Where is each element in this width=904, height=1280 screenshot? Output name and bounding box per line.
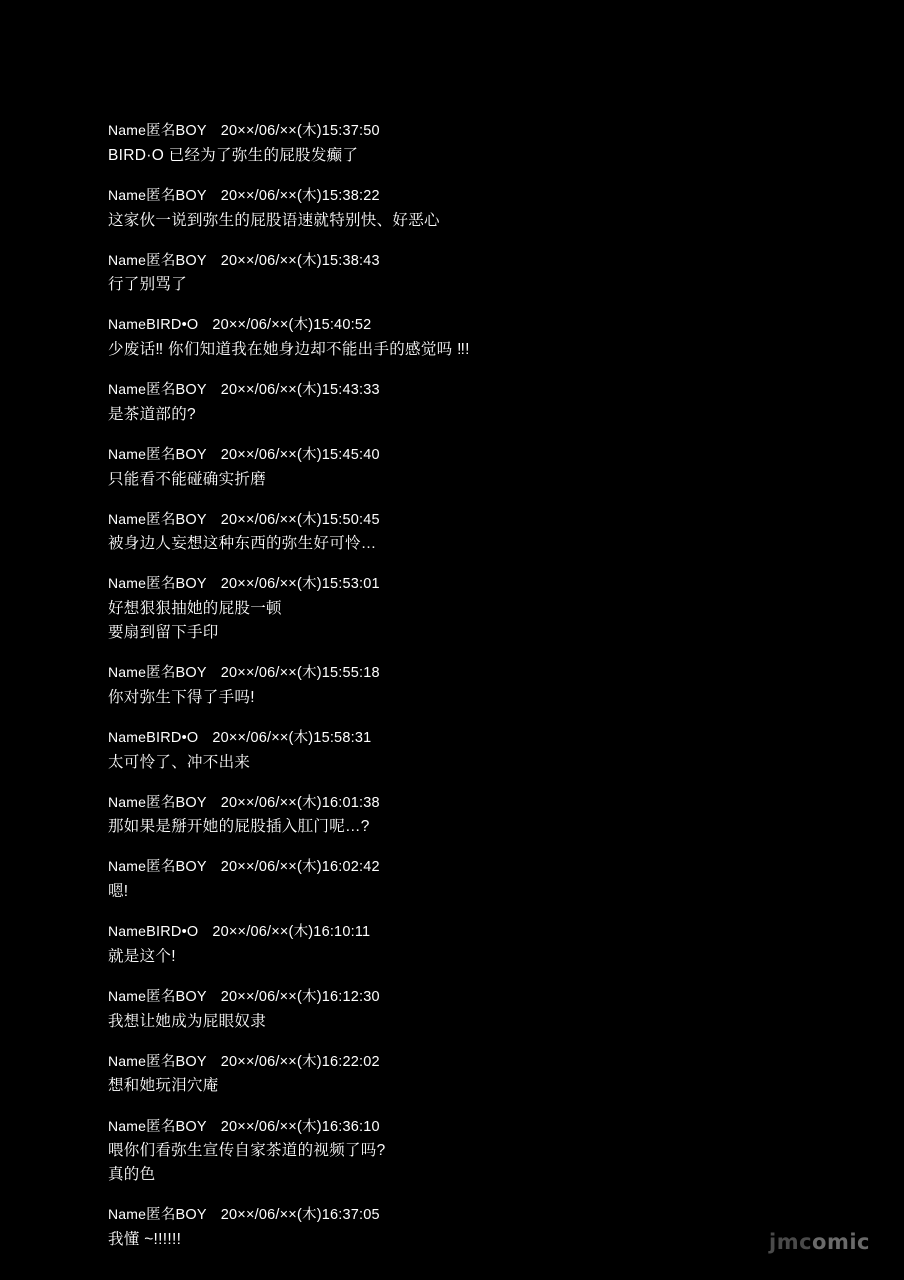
post: [108, 792, 808, 840]
post-body-line: 那如果是掰开她的屁股插入肛门呢…?: [108, 818, 370, 836]
post-name-label: Name: [108, 186, 147, 203]
post-body-line: 这家伙一说到弥生的屁股语速就特别快、好恶心: [108, 211, 440, 229]
post-header: [108, 1051, 808, 1074]
post-timestamp: 20××/06/××(木)15:50:45: [220, 511, 380, 528]
post-author[interactable]: 匿名BOY: [146, 252, 207, 269]
post-body: [108, 815, 808, 839]
watermark: [769, 1230, 870, 1254]
post-body: [108, 209, 808, 233]
post-author[interactable]: 匿名BOY: [146, 988, 207, 1005]
post-body-line: 只能看不能碰确实折磨: [108, 470, 267, 488]
post: [108, 986, 808, 1034]
post-timestamp: 20××/06/××(木)15:37:50: [220, 123, 380, 139]
post-body: [108, 945, 808, 969]
post-body: [108, 338, 808, 362]
post-name-label: Name: [108, 510, 147, 527]
post-body: [108, 273, 808, 297]
post-body: [108, 1228, 808, 1252]
post-author[interactable]: 匿名BOY: [146, 446, 207, 463]
post: [108, 1204, 808, 1252]
post-timestamp: 20××/06/××(木)15:40:52: [212, 317, 372, 334]
post-name-label: Name: [108, 1052, 147, 1069]
post-header: [108, 792, 808, 815]
post-header: [108, 444, 808, 467]
post-timestamp: 20××/06/××(木)15:38:43: [220, 252, 380, 269]
post-timestamp: 20××/06/××(木)16:22:02: [220, 1053, 380, 1070]
post-name-label: Name: [108, 316, 147, 333]
post-header: [108, 185, 808, 208]
post-name-label: Name: [108, 664, 147, 681]
post-body: [108, 1010, 808, 1034]
post-body-line: 真的色: [108, 1166, 156, 1184]
post-body-line: 我想让她成为屁眼奴隶: [108, 1012, 267, 1030]
post-author[interactable]: 匿名BOY: [146, 1118, 207, 1135]
watermark-part2: omic: [812, 1230, 870, 1254]
post: [108, 1051, 808, 1099]
post-name-label: Name: [108, 728, 147, 745]
post-name-label: Name: [108, 923, 147, 940]
post-timestamp: 20××/06/××(木)16:37:05: [220, 1207, 380, 1224]
post-author[interactable]: BIRD•O: [146, 317, 199, 334]
post-body: [108, 468, 808, 492]
post-timestamp: 20××/06/××(木)16:36:10: [220, 1118, 380, 1135]
post-body-line: 行了别骂了: [108, 276, 188, 294]
post-name-label: Name: [108, 1206, 147, 1223]
post: [108, 856, 808, 904]
post-name-label: Name: [108, 793, 147, 810]
post-body-line: 被身边人妄想这种东西的弥生好可怜…: [108, 535, 377, 553]
post-author[interactable]: 匿名BOY: [146, 794, 207, 811]
post: [108, 727, 808, 775]
post-timestamp: 20××/06/××(木)16:10:11: [212, 924, 371, 941]
post-header: [108, 921, 808, 944]
post-author[interactable]: 匿名BOY: [146, 665, 207, 682]
post-timestamp: 20××/06/××(木)16:12:30: [220, 988, 380, 1005]
post-timestamp: 20××/06/××(木)15:53:01: [220, 576, 380, 593]
post-body-line: 你对弥生下得了手吗!: [108, 688, 255, 706]
post-body-line: 太可怜了、冲不出来: [108, 753, 251, 771]
post-header: [108, 986, 808, 1009]
post-timestamp: 20××/06/××(木)15:55:18: [220, 665, 380, 682]
post-author[interactable]: BIRD•O: [146, 924, 199, 941]
post-author[interactable]: BIRD•O: [146, 729, 199, 746]
post: [108, 573, 808, 645]
post-author[interactable]: 匿名BOY: [146, 1053, 207, 1070]
post-header: [108, 120, 808, 143]
post-body: [108, 532, 808, 556]
post: [108, 1116, 808, 1188]
post: [108, 444, 808, 492]
post-body-line: BIRD·O 已经为了弥生的屁股发癫了: [108, 146, 359, 164]
post-name-label: Name: [108, 987, 147, 1004]
post-author[interactable]: 匿名BOY: [146, 859, 207, 876]
post-body-line: 就是这个!: [108, 947, 176, 965]
post-header: [108, 662, 808, 685]
post: [108, 379, 808, 427]
post-author[interactable]: 匿名BOY: [146, 187, 207, 204]
post-body-line: 我懂 ~!!!!!!: [108, 1231, 182, 1249]
post-name-label: Name: [108, 381, 147, 398]
post-name-label: Name: [108, 122, 147, 138]
post-body: [108, 597, 808, 645]
post-header: [108, 1116, 808, 1139]
post-body-line: 要扇到留下手印: [108, 624, 219, 642]
watermark-part1: jmc: [769, 1230, 813, 1254]
post-header: [108, 1204, 808, 1227]
post-author[interactable]: 匿名BOY: [146, 123, 207, 139]
post: [108, 509, 808, 557]
post-body-line: 是茶道部的?: [108, 405, 196, 423]
post-header: [108, 250, 808, 273]
post-header: [108, 509, 808, 532]
post: [108, 662, 808, 710]
post-header: [108, 314, 808, 337]
post-header: [108, 856, 808, 879]
post-body-line: 嗯!: [108, 883, 129, 901]
post-body: [108, 403, 808, 427]
post-header: [108, 379, 808, 402]
post-body-line: 少废话‼ 你们知道我在她身边却不能出手的感觉吗 ‼!: [108, 341, 470, 359]
thread-post-list: [108, 120, 808, 1269]
post-header: [108, 727, 808, 750]
post-timestamp: 20××/06/××(木)16:02:42: [220, 859, 380, 876]
post-name-label: Name: [108, 445, 147, 462]
post: [108, 314, 808, 362]
post-name-label: Name: [108, 251, 147, 268]
post-name-label: Name: [108, 858, 147, 875]
post-author[interactable]: 匿名BOY: [146, 1207, 207, 1224]
post-body: [108, 1074, 808, 1098]
post: [108, 921, 808, 969]
post-timestamp: 20××/06/××(木)15:45:40: [220, 446, 380, 463]
post-author[interactable]: 匿名BOY: [146, 576, 207, 593]
post-timestamp: 20××/06/××(木)15:38:22: [220, 187, 380, 204]
post-body: [108, 1139, 808, 1187]
post-timestamp: 20××/06/××(木)15:43:33: [220, 382, 380, 399]
post-body: [108, 880, 808, 904]
post-name-label: Name: [108, 575, 147, 592]
post-body: [108, 144, 808, 168]
post-timestamp: 20××/06/××(木)16:01:38: [220, 794, 380, 811]
post-body-line: 好想狠狠抽她的屁股一顿: [108, 600, 282, 618]
post-body-line: 喂你们看弥生宣传自家茶道的视频了吗?: [108, 1142, 386, 1160]
post: [108, 250, 808, 298]
post: [108, 120, 808, 168]
post-name-label: Name: [108, 1117, 147, 1134]
post-author[interactable]: 匿名BOY: [146, 511, 207, 528]
post: [108, 185, 808, 233]
post-author[interactable]: 匿名BOY: [146, 382, 207, 399]
post-body: [108, 751, 808, 775]
post-timestamp: 20××/06/××(木)15:58:31: [212, 729, 372, 746]
post-body-line: 想和她玩泪穴庵: [108, 1077, 219, 1095]
post-body: [108, 686, 808, 710]
post-header: [108, 573, 808, 596]
